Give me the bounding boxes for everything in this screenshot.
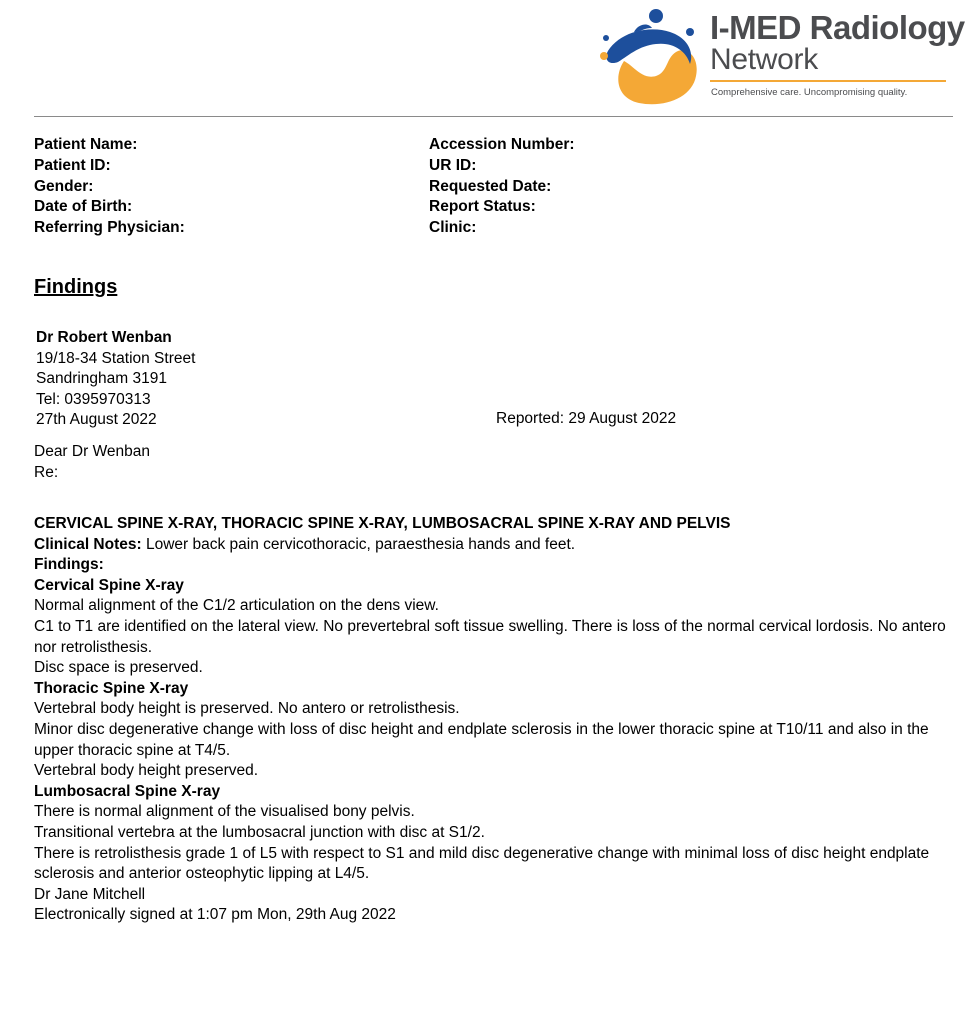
requested-date-label: Requested Date:: [429, 177, 552, 195]
cervical-finding-3: Disc space is preserved.: [34, 659, 203, 677]
findings-heading: Findings: [34, 276, 118, 298]
thoracic-finding-2: Minor disc degenerative change with loss of disc height and endplate sclerosis in the lower thoracic spine at T10/11 and also in the upper thoracic spine at T4/5.: [34, 720, 929, 759]
cervical-heading: Cervical Spine X-ray: [34, 576, 184, 594]
patient-id-label: Patient ID:: [34, 156, 111, 174]
logo-title: I-MED Radiology: [710, 9, 965, 46]
clinical-notes-text: Lower back pain cervicothoracic, paraesthesia hands and feet.: [141, 535, 576, 553]
thoracic-finding-1: Vertebral body height is preserved. No antero or retrolisthesis.: [34, 700, 460, 718]
signature-line: Electronically signed at 1:07 pm Mon, 29th Aug 2022: [34, 906, 396, 924]
clinical-notes-label: Clinical Notes:: [34, 535, 142, 553]
thoracic-finding-3: Vertebral body height preserved.: [34, 762, 259, 780]
salutation-re: Re:: [34, 463, 59, 481]
logo-tagline: Comprehensive care. Uncompromising quality.: [711, 87, 908, 98]
imed-logo-mark-icon: [594, 6, 706, 106]
report-title: CERVICAL SPINE X-RAY, THORACIC SPINE X-RAY, LUMBOSACRAL SPINE X-RAY AND PELVIS: [34, 515, 731, 532]
salutation: [34, 442, 150, 483]
lumbosacral-finding-1: There is normal alignment of the visualised bony pelvis.: [34, 803, 415, 821]
reported-date: Reported: 29 August 2022: [496, 410, 677, 427]
patient-info-right: [429, 135, 575, 239]
cervical-finding-2: C1 to T1 are identified on the lateral view. No prevertebral soft tissue swelling. There is loss of the normal cervical lordosis. No antero nor retrolisthesis.: [34, 617, 946, 656]
clinical-notes: [34, 535, 949, 556]
lumbosacral-finding-2: Transitional vertebra at the lumbosacral junction with disc at S1/2.: [34, 823, 485, 841]
thoracic-heading: Thoracic Spine X-ray: [34, 679, 189, 697]
letter-date: 27th August 2022: [36, 411, 157, 429]
referrer-phone: Tel: 0395970313: [36, 390, 151, 408]
address-line-2: Sandringham 3191: [36, 370, 167, 388]
clinic-label: Clinic:: [429, 219, 477, 237]
imed-logo: [594, 6, 965, 106]
gender-label: Gender:: [34, 177, 94, 195]
signer-name: Dr Jane Mitchell: [34, 885, 146, 903]
lumbosacral-finding-3: There is retrolisthesis grade 1 of L5 with respect to S1 and mild disc degenerative change with minimal loss of disc height endplate sclerosis and anterior osteophytic lipping at L4/5.: [34, 844, 930, 883]
referring-physician-label: Referring Physician:: [34, 219, 185, 237]
patient-info-left: [34, 135, 185, 239]
date-of-birth-label: Date of Birth:: [34, 198, 133, 216]
logo-subtitle: Network: [710, 43, 818, 76]
accession-number-label: Accession Number:: [429, 136, 575, 153]
header-divider: [34, 116, 953, 117]
report-status-label: Report Status:: [429, 198, 536, 216]
logo-rule: [710, 80, 946, 82]
ur-id-label: UR ID:: [429, 156, 477, 174]
patient-name-label: Patient Name:: [34, 136, 138, 153]
report-body: [34, 514, 949, 926]
lumbosacral-heading: Lumbosacral Spine X-ray: [34, 782, 221, 800]
referrer-name: Dr Robert Wenban: [36, 329, 172, 346]
cervical-finding-1: Normal alignment of the C1/2 articulation on the dens view.: [34, 597, 439, 615]
findings-label: Findings:: [34, 556, 104, 574]
salutation-dear: Dear Dr Wenban: [34, 443, 151, 460]
referrer-address: [36, 328, 195, 431]
address-line-1: 19/18-34 Station Street: [36, 349, 196, 367]
